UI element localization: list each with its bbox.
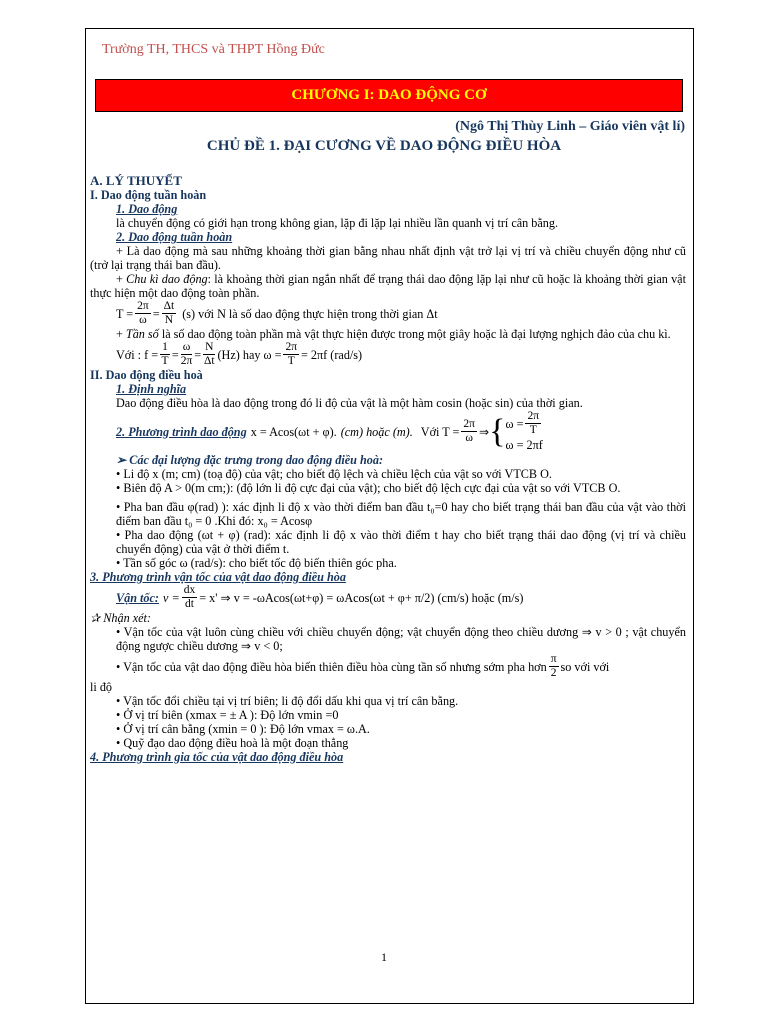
subsection-1-1: 1. Dao động	[116, 202, 178, 216]
periodic-paragraph-2	[90, 272, 686, 300]
frac-num: 2π	[285, 341, 298, 353]
frac-den: T	[287, 355, 295, 367]
frac-den: T	[161, 355, 169, 367]
author-line: (Ngô Thị Thùy Linh – Giáo viên vật lí)	[455, 119, 685, 134]
frac-num: 1	[162, 341, 168, 353]
frac-num: 2π	[137, 300, 149, 312]
formula-text: ω =	[505, 416, 524, 431]
frac-num: Δt	[163, 300, 175, 312]
chapter-banner	[95, 79, 683, 112]
remark-2	[90, 653, 686, 680]
fraction	[203, 341, 215, 368]
formula-text: T =	[116, 306, 134, 321]
harmonic-definition: Dao động điều hòa là dao động trong đó li độ của vật là một hàm cosin (hoặc sin) của thời gian.	[116, 396, 583, 410]
remark-text: so với với	[560, 659, 610, 674]
implies-arrow: ⇒	[478, 424, 490, 439]
remark-heading: ✰ Nhận xét:	[90, 611, 151, 625]
formula-text: v =	[163, 590, 180, 605]
frequency-paragraph	[90, 327, 686, 341]
frac-num: N	[205, 341, 214, 353]
period-formula	[90, 300, 686, 327]
quantity-initial-phase: • Pha ban đầu φ(rad) ): xác định li độ x vào thời điểm ban đầu t₀=0 hay cho biết trạng thái ban đầu của vật vào thời điểm ban đầu t₀ = 0 .Khi đó: x₀ = Acosφ	[116, 500, 686, 528]
equation-of-motion	[90, 410, 686, 453]
frac-den: ω	[139, 314, 147, 326]
fraction	[135, 300, 151, 327]
remark-text: • Vận tốc của vật dao động điều hòa biến thiên điều hòa cùng tần số nhưng sớm pha hơn	[116, 659, 547, 674]
remark-6: • Quỹ đạo dao động điều hoà là một đoạn thẳng	[116, 736, 349, 750]
formula-text: (Hz) hay ω =	[217, 347, 282, 362]
chapter-title: CHƯƠNG I: DAO ĐỘNG CƠ	[291, 87, 487, 103]
frac-den: 2π	[180, 355, 193, 367]
section-1-heading: I. Dao động tuần hoàn	[90, 188, 207, 202]
quantity-amplitude: • Biên độ A > 0(m cm;): (độ lớn li độ cực đại của vật); cho biết độ lệch cực đại của vật so với VTCB O.	[116, 481, 621, 495]
section-2-heading: II. Dao động điều hoà	[90, 368, 203, 382]
motion-equation: x = Acos(ωt + φ).	[250, 424, 337, 439]
quantity-displacement: • Li độ x (m; cm) (toạ độ) của vật; cho biết độ lệch và chiều lệch của vật so với VTCB O.	[116, 467, 552, 481]
fraction	[283, 341, 299, 368]
remark-1: • Vận tốc của vật luôn cùng chiều với chiều chuyển động; vật chuyển động theo chiều dương ⇒ v > 0 ; vật chuyển động ngược chiều dương ⇒ v < 0;	[116, 625, 686, 653]
frac-num: π	[550, 653, 557, 665]
subsection-2-2: 2. Phương trình dao động	[116, 424, 247, 439]
formula-text: =	[171, 347, 179, 362]
formula-text: = 2πf (rad/s)	[301, 347, 363, 362]
quantities-heading: ➢ Các đại lượng đặc trưng trong dao động điều hoà:	[116, 453, 384, 467]
frac-den: 2	[550, 667, 557, 679]
remark-4: • Ở vị trí biên (xmax = ± A ): Độ lớn vmin =0	[116, 708, 339, 722]
frequency-term: Tần số	[125, 327, 159, 341]
formula-text: =	[194, 347, 202, 362]
frequency-formula	[90, 341, 686, 368]
document-body	[90, 174, 686, 764]
remark-2-continued: li độ	[90, 680, 113, 694]
subsection-1-2: 2. Dao động tuần hoàn	[116, 230, 233, 244]
equation-system	[506, 410, 544, 453]
frequency-def: là số dao động toàn phần mà vật thực hiện được trong một giây hoặc là đại lượng nghịch đảo của chu kì.	[158, 327, 671, 341]
periodic-paragraph-1: + Là dao động mà sau những khoảng thời gian bằng nhau nhất định vật trở lại vị trí và chiều chuyển động như cũ (trở lại trạng thái ban đầu).	[90, 244, 686, 272]
formula-text: Với T =	[420, 424, 460, 439]
remark-3: • Vận tốc đổi chiều tại vị trí biên; li độ đổi dấu khi qua vị trí cân bằng.	[116, 694, 459, 708]
subsection-2-1: 1. Định nghĩa	[116, 382, 187, 396]
fraction	[160, 341, 170, 368]
velocity-label: Vận tốc:	[116, 590, 159, 605]
subsection-4: 4. Phương trình gia tốc của vật dao động điều hòa	[90, 750, 344, 764]
frac-num: 2π	[463, 418, 475, 430]
fraction	[182, 584, 198, 611]
frac-den: Δt	[204, 355, 215, 367]
frac-num: ω	[182, 341, 191, 353]
school-name: Trường TH, THCS và THPT Hồng Đức	[102, 42, 325, 57]
frac-den: T	[529, 424, 537, 436]
bullet-plus: +	[116, 327, 126, 341]
formula-text: ω = 2πf	[505, 438, 543, 452]
formula-text: =	[152, 306, 160, 321]
fraction	[549, 653, 559, 680]
frac-den: N	[164, 314, 174, 326]
definition-text: là chuyển động có giới hạn trong không gian, lặp đi lặp lại nhiều lần quanh vị trí cân bằng.	[116, 216, 559, 230]
frac-den: ω	[465, 432, 473, 444]
velocity-formula	[90, 584, 686, 611]
quantity-angular-frequency: • Tần số góc ω (rad/s): cho biết tốc độ biến thiên góc pha.	[116, 556, 397, 570]
topic-title: CHỦ ĐỀ 1. ĐẠI CƯƠNG VỀ DAO ĐỘNG ĐIỀU HÒA	[206, 138, 562, 154]
frac-num: 2π	[527, 410, 540, 422]
formula-text: Với : f =	[116, 347, 159, 362]
subsection-3: 3. Phương trình vận tốc của vật dao động điều hòa	[90, 570, 346, 584]
quantity-phase: • Pha dao động (ωt + φ) (rad): xác định li độ x vào thời điểm t hay cho biết trạng thái dao động (vị trí và chiều chuyển động) của vật ở thời điểm t.	[116, 528, 686, 556]
units-text: (cm) hoặc (m).	[340, 424, 413, 439]
frac-num: dx	[183, 584, 196, 596]
fraction	[162, 300, 177, 327]
formula-text: (s) với N là số dao động thực hiện trong thời gian Δt	[182, 306, 438, 321]
section-a-heading: A. LÝ THUYẾT	[90, 173, 182, 188]
period-term: Chu kì dao động	[126, 272, 208, 286]
fraction	[461, 418, 477, 445]
page-number: 1	[381, 950, 387, 964]
brace-icon: {	[489, 412, 506, 450]
formula-text: = x' ⇒ v = -ωAcos(ωt+φ) = ωAcos(ωt + φ+ π/2) (cm/s) hoặc (m/s)	[199, 590, 524, 605]
fraction	[525, 410, 541, 437]
remark-5: • Ở vị trí cân bằng (xmin = 0 ): Độ lớn vmax = ω.A.	[116, 722, 370, 736]
period-def: : là khoảng thời gian ngắn nhất để trạng thái dao động lặp lại như cũ hoặc là khoảng thời gian vật thực hiện một dao động toàn phần.	[90, 272, 686, 300]
frac-den: dt	[184, 598, 194, 610]
bullet-plus: +	[116, 272, 127, 286]
fraction	[181, 341, 193, 368]
